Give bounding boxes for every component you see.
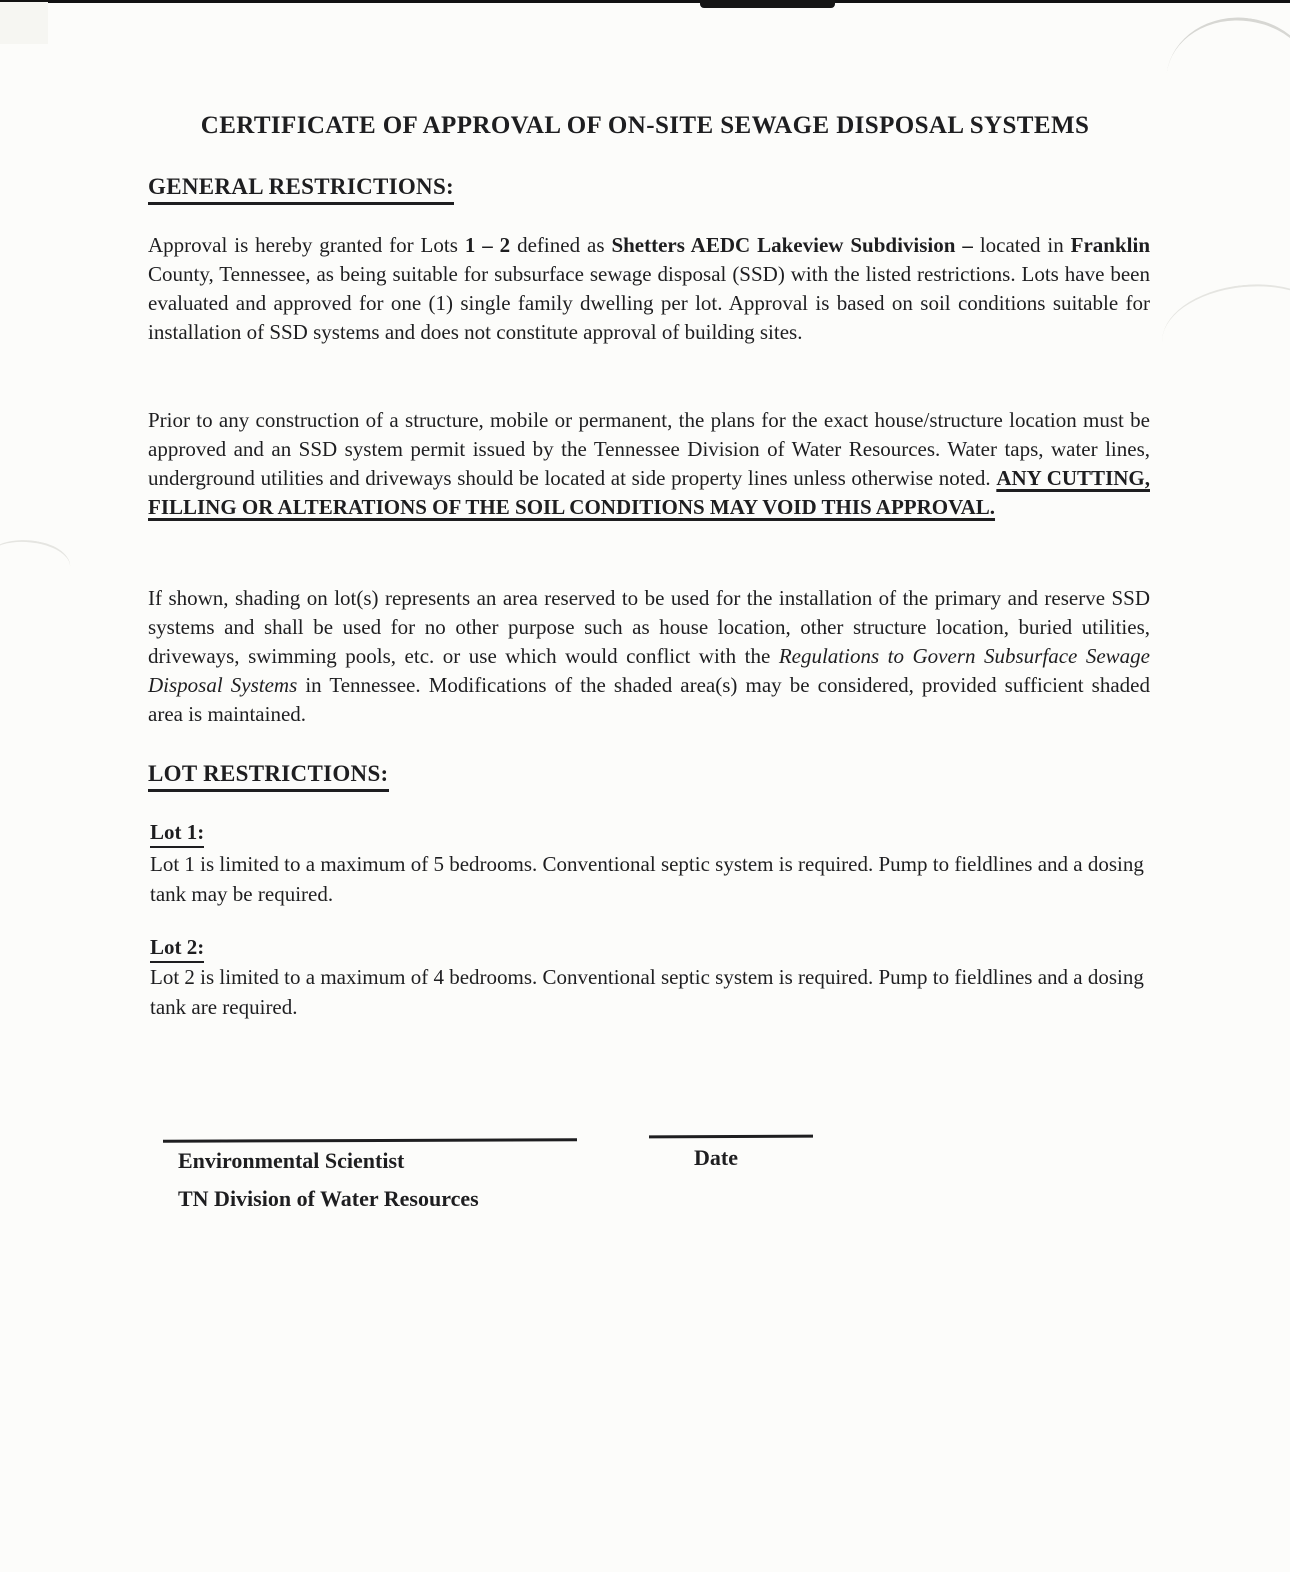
signer-title: Environmental Scientist — [178, 1148, 405, 1173]
lot-restrictions-heading-text: LOT RESTRICTIONS: — [148, 761, 389, 792]
general-paragraph-3 — [148, 584, 1150, 729]
text-run: Approval is hereby granted for Lots — [148, 233, 465, 257]
lot-restrictions-heading — [148, 761, 389, 792]
text-run: Shetters AEDC Lakeview Subdivision – — [611, 233, 973, 257]
lot-2-label-text: Lot 2: — [150, 935, 204, 963]
text-run: Regulations to Govern Subsurface Sewage Disposal Systems — [148, 644, 1150, 697]
signature-line — [163, 1138, 577, 1142]
general-restrictions-heading-text: GENERAL RESTRICTIONS: — [148, 174, 454, 205]
scan-artifact-page-curl-right — [1157, 276, 1290, 355]
lot-2-restriction-text: Lot 2 is limited to a maximum of 4 bedrooms. Conventional septic system is required. Pump to fieldlines and a dosing tank are required. — [150, 965, 1144, 1019]
general-paragraph-1 — [148, 231, 1150, 347]
document-title: CERTIFICATE OF APPROVAL OF ON-SITE SEWAGE DISPOSAL SYSTEMS — [200, 112, 1090, 139]
text-run: in Tennessee. Modifications of the shaded area(s) may be considered, provided sufficient shaded area is maintained. — [148, 673, 1150, 726]
date-line — [649, 1135, 813, 1139]
lot-1-restriction-text: Lot 1 is limited to a maximum of 5 bedrooms. Conventional septic system is required. Pump to fieldlines and a dosing tank may be required. — [150, 852, 1144, 906]
lot-1-label — [150, 820, 204, 848]
text-run: located in — [972, 233, 1071, 257]
date-label: Date — [694, 1145, 738, 1170]
scan-artifact-corner-patch — [0, 2, 48, 44]
lot-2-label — [150, 935, 204, 963]
general-restrictions-heading — [148, 174, 454, 205]
text-run: If shown, shading on lot(s) represents an area reserved to be used for the installation of the primary and reserve SSD systems and shall be used for no other purpose such as house location, other structure location, buried utilities, driveways, swimming pools, etc. or use which would conflict with the — [148, 586, 1150, 668]
scan-artifact-left-smudge — [0, 532, 74, 577]
signer-organization: TN Division of Water Resources — [178, 1186, 479, 1211]
lot-1-label-text: Lot 1: — [150, 820, 204, 848]
text-run: County, Tennessee, as being suitable for subsurface sewage disposal (SSD) with the listed restrictions. Lots have been evaluated and approved for one (1) single family dwelling per lot. Approval is based on soil conditions suitable for installation of SSD systems and does not constitute approval of building sites. — [148, 262, 1150, 344]
scan-artifact-page-curl-top — [1166, 8, 1290, 101]
general-paragraph-2 — [148, 406, 1150, 522]
text-run: ANY CUTTING, FILLING OR ALTERATIONS OF THE SOIL CONDITIONS MAY VOID THIS APPROVAL. — [148, 466, 1150, 519]
text-run: Franklin — [1070, 233, 1151, 257]
text-run: defined as — [510, 233, 612, 257]
text-run: 1 – 2 — [464, 233, 511, 257]
scan-artifact-top-blob — [700, 0, 835, 8]
text-run: Prior to any construction of a structure, mobile or permanent, the plans for the exact house/structure location must be approved and an SSD system permit issued by the Tennessee Division of Water Resources. Water taps, water lines, underground utilities and driveways should be located at side property lines unless otherwise noted. — [148, 408, 1150, 490]
scan-artifact-top-edge — [0, 0, 1290, 3]
